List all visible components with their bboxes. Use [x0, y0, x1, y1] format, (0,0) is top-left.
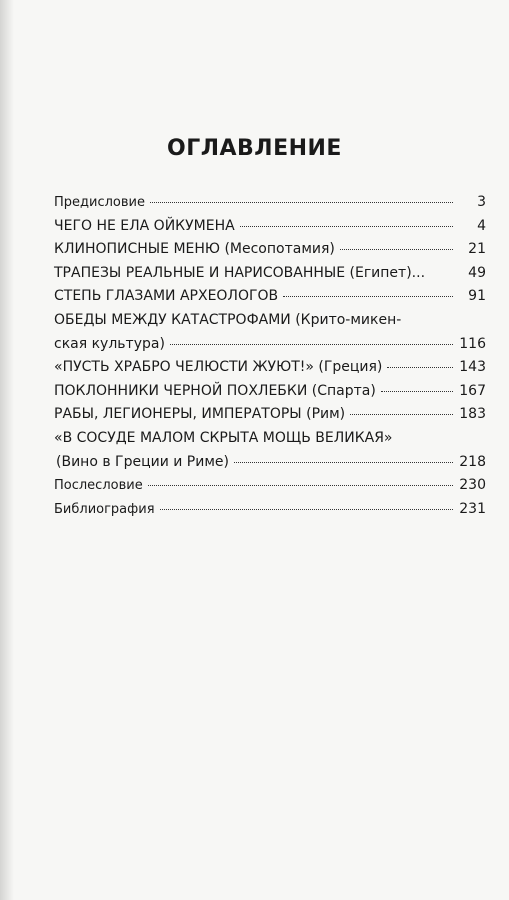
toc-page-number: 4	[477, 217, 486, 234]
dot-leader	[148, 484, 453, 486]
toc-entry-text: ТРАПЕЗЫ РЕАЛЬНЫЕ И НАРИСОВАННЫЕ (Египет)...	[54, 264, 426, 281]
toc-page-number: 218	[459, 453, 486, 470]
toc-entry-chapter-7[interactable]	[54, 380, 486, 404]
toc-entry-preface[interactable]	[54, 191, 486, 215]
dot-leader	[240, 225, 453, 227]
toc-entry-chapter-3[interactable]	[54, 262, 486, 286]
dot-leader	[283, 295, 453, 297]
toc-title: ОГЛАВЛЕНИЕ	[167, 136, 342, 161]
toc-entry-chapter-6[interactable]	[54, 356, 486, 380]
page-binding-shadow	[0, 0, 14, 900]
toc-page-number: 231	[459, 500, 486, 517]
toc-entry-text: ЧЕГО НЕ ЕЛА ОЙКУМЕНА	[54, 217, 235, 234]
toc-entry-chapter-4[interactable]	[54, 285, 486, 309]
dot-leader	[150, 201, 453, 203]
toc-page-number: 183	[459, 406, 486, 423]
dot-leader	[340, 248, 453, 250]
toc-entry-afterword[interactable]	[54, 474, 486, 498]
toc-entry-text: «ПУСТЬ ХРАБРО ЧЕЛЮСТИ ЖУЮТ!» (Греция)	[54, 359, 383, 376]
toc-page-number: 91	[468, 288, 486, 305]
toc-page-number: 21	[468, 241, 486, 258]
toc-entry-text: ПОКЛОННИКИ ЧЕРНОЙ ПОХЛЕБКИ (Спарта)	[54, 382, 376, 399]
toc-page-number: 116	[459, 335, 486, 352]
toc-entry-text: КЛИНОПИСНЫЕ МЕНЮ (Месопотамия)	[54, 241, 335, 258]
toc-entry-text: Послесловие	[54, 478, 143, 494]
toc-entry-bibliography[interactable]	[54, 498, 486, 522]
dot-leader	[160, 508, 453, 510]
toc-entry-chapter-1[interactable]	[54, 215, 486, 239]
toc-entry-text: ская культура)	[54, 335, 165, 352]
toc-entry-text: РАБЫ, ЛЕГИОНЕРЫ, ИМПЕРАТОРЫ (Рим)	[54, 406, 346, 423]
toc-entry-chapter-9-line-1[interactable]	[54, 427, 486, 451]
toc-entry-text: ОБЕДЫ МЕЖДУ КАТАСТРОФАМИ (Крито-микен-	[54, 311, 402, 328]
dot-leader	[234, 461, 453, 463]
dot-leader	[170, 343, 453, 345]
toc-page-number: 3	[477, 194, 486, 210]
toc-entry-text: (Вино в Греции и Риме)	[56, 453, 229, 470]
toc-entry-text: Библиография	[54, 501, 155, 517]
dot-leader	[387, 366, 453, 368]
dot-leader	[350, 413, 453, 415]
dot-leader	[381, 390, 453, 392]
toc-entry-chapter-8[interactable]	[54, 403, 486, 427]
toc-page-number: 230	[459, 477, 486, 494]
table-of-contents	[54, 191, 486, 521]
toc-entry-text: СТЕПЬ ГЛАЗАМИ АРХЕОЛОГОВ	[54, 288, 279, 305]
toc-entry-chapter-2[interactable]	[54, 238, 486, 262]
toc-page-number: 143	[459, 359, 486, 376]
toc-entry-chapter-5-line-1[interactable]	[54, 309, 486, 333]
toc-entry-chapter-5-line-2[interactable]	[54, 333, 486, 357]
dot-leader	[427, 273, 456, 274]
toc-entry-text: «В СОСУДЕ МАЛОМ СКРЫТА МОЩЬ ВЕЛИКАЯ»	[54, 429, 393, 446]
toc-entry-chapter-9-line-2[interactable]	[54, 451, 486, 475]
toc-entry-text: Предисловие	[54, 195, 145, 210]
toc-page-number: 167	[459, 382, 486, 399]
toc-page-number: 49	[468, 264, 486, 281]
